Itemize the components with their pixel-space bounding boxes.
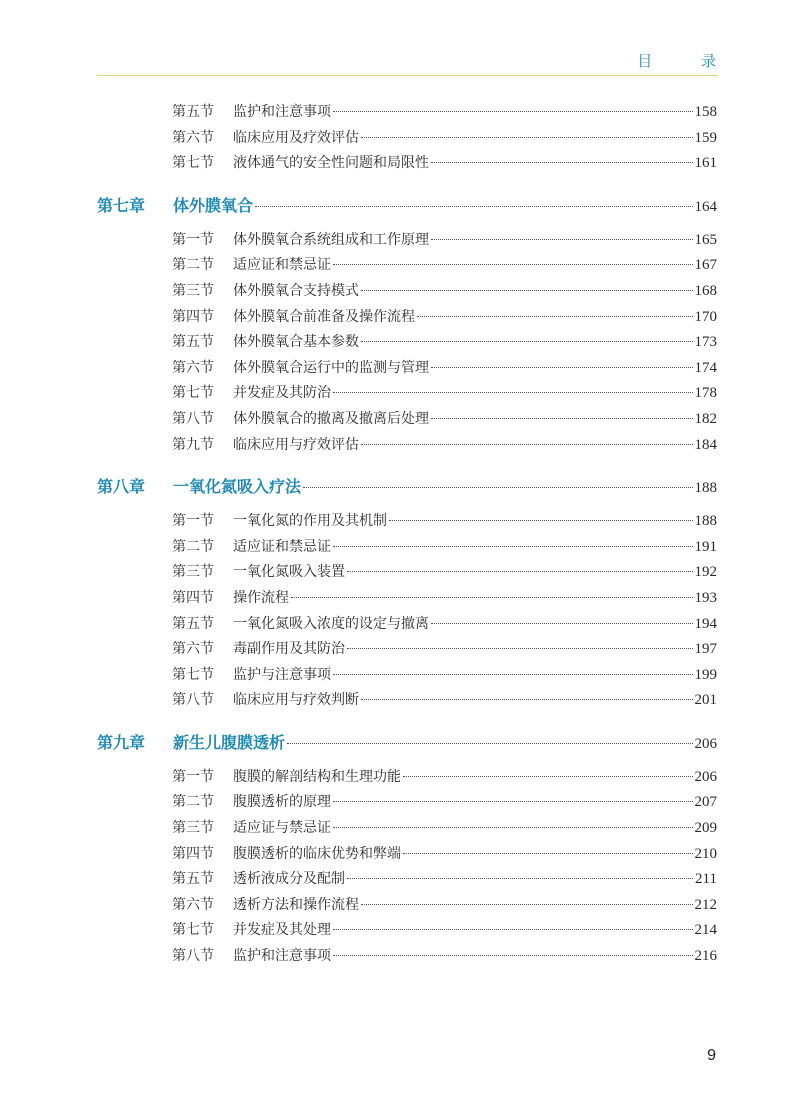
section-number: 第九节 — [172, 436, 214, 453]
section-number: 第三节 — [172, 564, 214, 581]
toc-section-entry[interactable] — [97, 867, 717, 893]
dot-leader — [333, 264, 693, 265]
dot-leader — [333, 801, 693, 802]
toc-chapter-entry[interactable] — [97, 191, 717, 221]
toc-section-entry[interactable] — [97, 790, 717, 816]
section-number: 第二节 — [172, 794, 214, 811]
chapter-page: 206 — [694, 735, 717, 752]
section-number: 第六节 — [172, 129, 214, 146]
table-of-contents — [97, 100, 717, 970]
section-page: 182 — [694, 410, 717, 427]
dot-leader — [291, 597, 693, 598]
section-number: 第一节 — [172, 513, 214, 530]
section-title: 临床应用与疗效判断 — [233, 692, 359, 709]
toc-section-entry[interactable] — [97, 100, 717, 126]
dot-leader — [431, 239, 693, 240]
toc-section-entry[interactable] — [97, 586, 717, 612]
section-title: 液体通气的安全性问题和局限性 — [233, 155, 429, 172]
dot-leader — [333, 827, 693, 828]
dot-leader — [403, 853, 693, 854]
dot-leader — [361, 444, 693, 445]
section-title: 临床应用及疗效评估 — [233, 129, 359, 146]
section-title: 腹膜的解剖结构和生理功能 — [233, 768, 401, 785]
section-title: 监护和注意事项 — [233, 948, 331, 965]
section-number: 第七节 — [172, 666, 214, 683]
toc-section-entry[interactable] — [97, 381, 717, 407]
section-page: 161 — [694, 155, 717, 172]
dot-leader — [255, 206, 692, 207]
section-page: 211 — [695, 871, 717, 888]
section-title: 适应证和禁忌证 — [233, 257, 331, 274]
dot-leader — [333, 929, 693, 930]
section-title: 监护和注意事项 — [233, 104, 331, 120]
page-number: 9 — [707, 1047, 716, 1064]
header-title: 目 录 — [637, 52, 738, 70]
toc-section-entry[interactable] — [97, 816, 717, 842]
toc-section-entry[interactable] — [97, 509, 717, 535]
toc-section-entry[interactable] — [97, 535, 717, 561]
section-title: 体外膜氧合前准备及操作流程 — [233, 308, 415, 325]
section-page: 184 — [694, 436, 717, 453]
dot-leader — [431, 623, 693, 624]
section-number: 第一节 — [172, 768, 214, 785]
dot-leader — [361, 699, 693, 700]
section-title: 一氧化氮的作用及其机制 — [233, 513, 387, 530]
section-number: 第六节 — [172, 359, 214, 376]
section-page: 178 — [694, 385, 717, 402]
running-header — [97, 48, 738, 76]
chapter-page: 188 — [694, 480, 717, 497]
section-title: 体外膜氧合系统组成和工作原理 — [233, 231, 429, 248]
toc-section-entry[interactable] — [97, 151, 717, 177]
dot-leader — [303, 487, 692, 488]
section-page: 192 — [694, 564, 717, 581]
section-number: 第八节 — [172, 692, 214, 709]
section-number: 第六节 — [172, 896, 214, 913]
section-page: 158 — [694, 104, 717, 120]
section-page: 174 — [694, 359, 717, 376]
toc-section-entry[interactable] — [97, 330, 717, 356]
section-page: 193 — [694, 589, 717, 606]
dot-leader — [417, 316, 693, 317]
dot-leader — [431, 418, 693, 419]
section-page: 199 — [694, 666, 717, 683]
section-page: 170 — [694, 308, 717, 325]
section-number: 第一节 — [172, 231, 214, 248]
section-number: 第七节 — [172, 922, 214, 939]
section-title: 一氧化氮吸入浓度的设定与撤离 — [233, 615, 429, 632]
section-title: 体外膜氧合运行中的监测与管理 — [233, 359, 429, 376]
section-title: 体外膜氧合基本参数 — [233, 334, 359, 351]
dot-leader — [431, 367, 693, 368]
dot-leader — [333, 674, 693, 675]
section-page: 209 — [694, 820, 717, 837]
section-page: 212 — [694, 896, 717, 913]
section-title: 适应证与禁忌证 — [233, 820, 331, 837]
toc-section-entry[interactable] — [97, 944, 717, 970]
section-page: 188 — [694, 513, 717, 530]
toc-section-entry[interactable] — [97, 612, 717, 638]
toc-section-entry[interactable] — [97, 433, 717, 459]
section-number: 第二节 — [172, 538, 214, 555]
section-number: 第七节 — [172, 385, 214, 402]
toc-section-entry[interactable] — [97, 688, 717, 714]
section-title: 操作流程 — [233, 589, 289, 606]
chapter-title: 新生儿腹膜透析 — [173, 732, 286, 752]
section-number: 第五节 — [172, 615, 214, 632]
dot-leader — [347, 571, 693, 572]
section-title: 临床应用与疗效评估 — [233, 436, 359, 453]
section-page: 206 — [694, 768, 717, 785]
section-page: 216 — [694, 948, 717, 965]
toc-chapter-entry[interactable] — [97, 472, 717, 502]
toc-section-entry[interactable] — [97, 765, 717, 791]
section-number: 第六节 — [172, 641, 214, 658]
section-page: 159 — [694, 129, 717, 146]
toc-section-entry[interactable] — [97, 253, 717, 279]
toc-section-entry[interactable] — [97, 305, 717, 331]
dot-leader — [333, 111, 693, 112]
section-title: 腹膜透析的原理 — [233, 794, 331, 811]
toc-section-entry[interactable] — [97, 126, 717, 152]
dot-leader — [333, 392, 693, 393]
section-number: 第二节 — [172, 257, 214, 274]
section-title: 适应证和禁忌证 — [233, 538, 331, 555]
section-number: 第三节 — [172, 282, 214, 299]
section-title: 监护与注意事项 — [233, 666, 331, 683]
section-number: 第四节 — [172, 589, 214, 606]
dot-leader — [361, 904, 693, 905]
chapter-number: 第九章 — [97, 732, 146, 752]
dot-leader — [287, 743, 692, 744]
chapter-title: 体外膜氧合 — [173, 195, 254, 215]
section-number: 第七节 — [172, 155, 214, 172]
dot-leader — [347, 878, 693, 879]
section-title: 并发症及其处理 — [233, 922, 331, 939]
section-number: 第八节 — [172, 948, 214, 965]
toc-chapter-entry[interactable] — [97, 728, 717, 758]
section-number: 第五节 — [172, 334, 214, 351]
section-title: 并发症及其防治 — [233, 385, 331, 402]
chapter-number: 第八章 — [97, 477, 146, 497]
section-page: 191 — [694, 538, 717, 555]
section-title: 一氧化氮吸入装置 — [233, 564, 345, 581]
dot-leader — [333, 955, 693, 956]
section-page: 167 — [694, 257, 717, 274]
toc-section-entry[interactable] — [97, 918, 717, 944]
section-number: 第四节 — [172, 845, 214, 862]
section-page: 214 — [694, 922, 717, 939]
dot-leader — [361, 290, 693, 291]
toc-section-entry[interactable] — [97, 407, 717, 433]
section-page: 201 — [694, 692, 717, 709]
dot-leader — [361, 341, 693, 342]
section-number: 第五节 — [172, 871, 214, 888]
section-title: 透析液成分及配制 — [233, 871, 345, 888]
section-page: 210 — [694, 845, 717, 862]
section-page: 173 — [694, 334, 717, 351]
toc-section-entry[interactable] — [97, 893, 717, 919]
section-page: 168 — [694, 282, 717, 299]
chapter-page: 164 — [694, 198, 717, 215]
section-number: 第五节 — [172, 104, 214, 120]
section-page: 165 — [694, 231, 717, 248]
section-title: 透析方法和操作流程 — [233, 896, 359, 913]
toc-section-entry[interactable] — [97, 560, 717, 586]
section-number: 第三节 — [172, 820, 214, 837]
section-title: 腹膜透析的临床优势和弊端 — [233, 845, 401, 862]
chapter-title: 一氧化氮吸入疗法 — [173, 477, 302, 497]
section-title: 体外膜氧合的撤离及撤离后处理 — [233, 410, 429, 427]
section-number: 第四节 — [172, 308, 214, 325]
section-page: 207 — [694, 794, 717, 811]
toc-section-entry[interactable] — [97, 637, 717, 663]
dot-leader — [347, 648, 693, 649]
dot-leader — [431, 162, 693, 163]
toc-section-entry[interactable] — [97, 842, 717, 868]
section-number: 第八节 — [172, 410, 214, 427]
dot-leader — [389, 520, 693, 521]
toc-section-entry[interactable] — [97, 663, 717, 689]
section-page: 194 — [694, 615, 717, 632]
chapter-number: 第七章 — [97, 195, 146, 215]
toc-section-entry[interactable] — [97, 279, 717, 305]
section-title: 体外膜氧合支持模式 — [233, 282, 359, 299]
toc-section-entry[interactable] — [97, 356, 717, 382]
toc-section-entry[interactable] — [97, 228, 717, 254]
section-title: 毒副作用及其防治 — [233, 641, 345, 658]
dot-leader — [403, 776, 693, 777]
dot-leader — [361, 137, 693, 138]
dot-leader — [333, 546, 693, 547]
section-page: 197 — [694, 641, 717, 658]
